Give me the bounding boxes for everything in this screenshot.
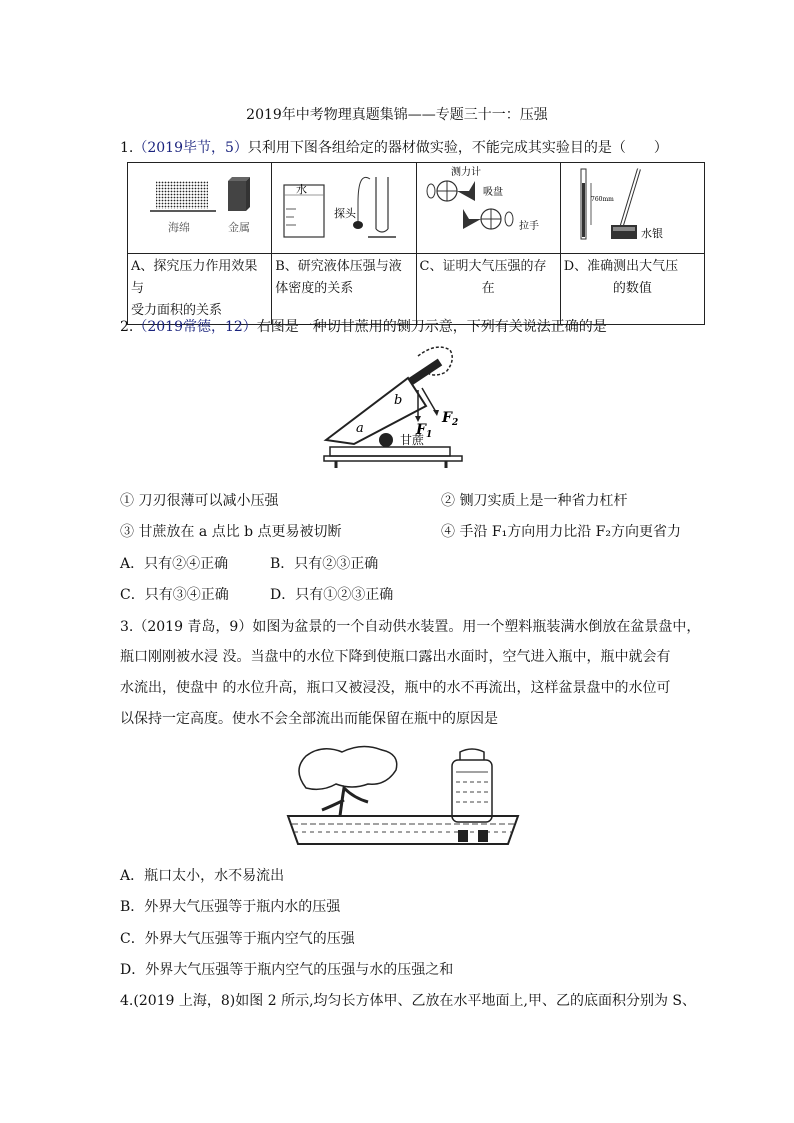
question-text: 右图是一种切甘蔗用的铡刀示意，下列有关说法正确的是 <box>256 319 607 335</box>
choice-a: A．只有②④正确 <box>120 556 229 572</box>
suction-cup-label: 吸盘 <box>482 187 503 198</box>
force-f1-subscript: 1 <box>425 430 433 440</box>
q3-choice-d: D．外界大气压强等于瓶内空气的压强与水的压强之和 <box>120 962 454 978</box>
bonsai-water-figure <box>282 740 524 848</box>
sponge-metal-figure <box>128 163 268 249</box>
option-b-cell <box>272 254 416 325</box>
figure-cell-c <box>416 163 560 254</box>
q3-choice-b: B．外界大气压强等于瓶内水的压强 <box>120 899 341 915</box>
figure-cell-b <box>272 163 416 254</box>
option-a-line2: 受力面积的关系 <box>131 303 223 318</box>
svg-text:F2 <box>441 410 458 428</box>
question-3-line1: 3.（2019 青岛，9）如图为盆景的一个自动供水装置。用一个塑料瓶装满水倒放在盆景盘中， <box>120 619 701 635</box>
question-3-line4: 以保持一定高度。使水不会全部流出而能保留在瓶中的原因是 <box>120 711 498 727</box>
choice-c: C．只有③④正确 <box>120 587 229 603</box>
option-d-line1: D、准确测出大气压 <box>563 259 679 274</box>
torricelli-figure <box>561 163 716 249</box>
choice-d: D．只有①②③正确 <box>270 587 394 603</box>
force-f2-subscript: 2 <box>451 418 459 428</box>
force-f1-label: F <box>416 422 426 438</box>
page-title: 2019年中考物理真题集锦——专题三十一：压强 <box>246 107 548 123</box>
option-a-cell <box>128 254 272 325</box>
suction-cup-figure <box>417 163 551 249</box>
question-2-stem <box>120 316 607 336</box>
question-text: 只利用下图各组给定的器材做实验，不能完成其实验目的是（ ） <box>247 140 668 156</box>
question-4-line1: 4.(2019 上海，8)如图 2 所示,均匀长方体甲、乙放在水平地面上,甲、乙的底面积分别为 S、 <box>120 993 697 1009</box>
option-d-cell <box>560 254 704 325</box>
statement-2: ② 铡刀实质上是一种省力杠杆 <box>441 493 628 509</box>
metal-label: 金属 <box>228 221 250 234</box>
liquid-pressure-figure <box>272 163 406 249</box>
question-3-line2: 瓶口刚刚被水浸 没。当盘中的水位下降到使瓶口露出水面时，空气进入瓶中，瓶中就会有 <box>120 649 671 665</box>
figure-cell-d <box>560 163 704 254</box>
q3-choice-a: A．瓶口太小，水不易流出 <box>120 868 285 884</box>
option-b-line1: B、研究液体压强与液 <box>275 259 402 274</box>
experiment-table <box>127 162 705 325</box>
option-a-line1: A、探究压力作用效果与 <box>131 259 258 296</box>
option-d-line2: 的数值 <box>612 281 652 296</box>
mercury-label: 水银 <box>640 227 663 240</box>
guillotine-figure <box>318 338 468 470</box>
statement-3: ③ 甘蔗放在 a 点比 b 点更易被切断 <box>120 524 342 540</box>
svg-text:F1 <box>415 422 432 440</box>
option-c-line2: 在 <box>481 281 495 296</box>
sponge-label: 海绵 <box>168 221 190 234</box>
question-number: 2. <box>120 319 134 335</box>
point-b-label: b <box>394 393 403 408</box>
q3-choice-c: C．外界大气压强等于瓶内空气的压强 <box>120 931 355 947</box>
statement-1: ① 刀刃很薄可以减小压强 <box>120 493 279 509</box>
force-f2-label: F <box>442 410 452 426</box>
handle-label: 拉手 <box>518 221 539 232</box>
option-c-line1: C、证明大气压强的存 <box>419 259 547 274</box>
question-3-line3: 水流出，使盘中 的水位升高，瓶口又被浸没，瓶中的水不再流出，这样盆景盘中的水位可 <box>120 680 671 696</box>
sugarcane-label: 甘蔗 <box>400 433 425 447</box>
height-label: 760mm <box>590 196 614 203</box>
option-c-cell <box>416 254 560 325</box>
statement-4: ④ 手沿 F₁方向用力比沿 F₂方向更省力 <box>441 524 682 540</box>
figure-cell-a <box>128 163 272 254</box>
choice-b: B．只有②③正确 <box>270 556 379 572</box>
question-number: 1. <box>120 140 134 156</box>
question-source: （2019常德，12） <box>133 319 257 335</box>
point-a-label: a <box>356 421 364 436</box>
probe-label: 探头 <box>334 207 357 220</box>
option-b-line2: 体密度的关系 <box>275 281 354 296</box>
question-1-stem <box>120 137 668 157</box>
dynamometer-label: 测力计 <box>450 167 481 178</box>
water-label: 水 <box>296 183 308 196</box>
question-source: （2019毕节，5） <box>133 140 248 156</box>
